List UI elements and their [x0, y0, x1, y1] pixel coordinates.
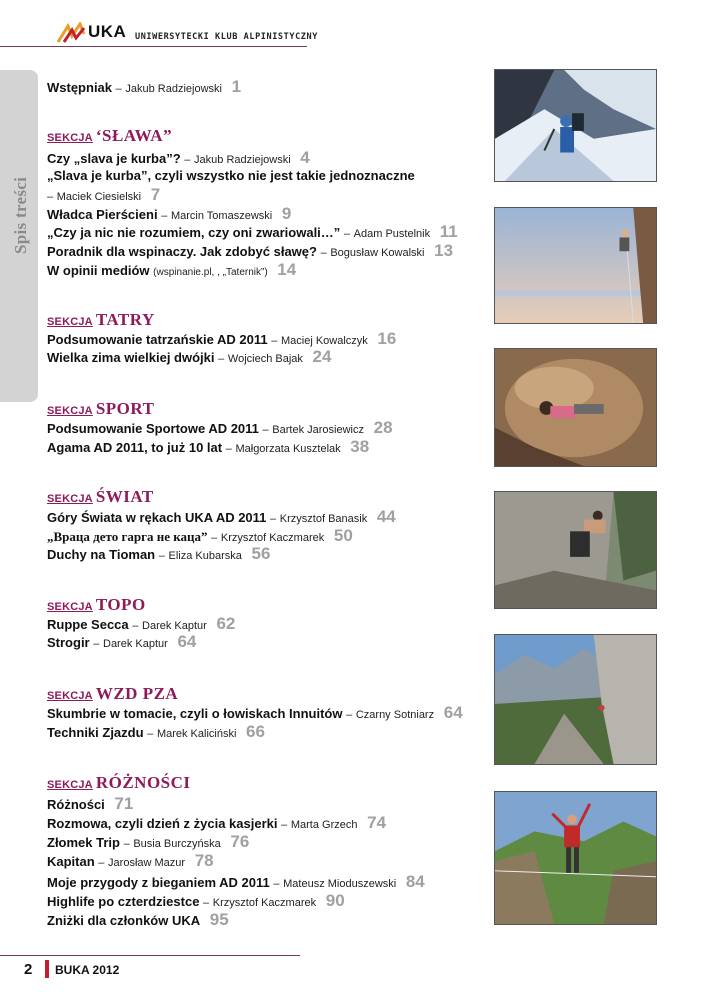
photo-highliner	[494, 791, 657, 925]
toc-entry[interactable]	[47, 815, 386, 833]
entry-page: 14	[277, 260, 297, 279]
section-heading-topo	[47, 595, 146, 615]
footer-rule	[0, 955, 300, 956]
toc-entry[interactable]	[47, 206, 291, 224]
section-prefix: SEKCJA	[47, 493, 93, 505]
toc-entry[interactable]	[47, 616, 235, 634]
entry-page: 62	[216, 614, 236, 633]
entry-page: 66	[246, 722, 265, 741]
entry-author: Maciek Ciesielski	[56, 191, 142, 203]
entry-title: Strogir	[47, 635, 90, 650]
entry-page: 74	[367, 813, 387, 832]
entry-page: 76	[230, 832, 250, 851]
photo-rock-climber-sky	[494, 207, 657, 324]
dash: –	[123, 838, 130, 850]
toc-entry[interactable]	[47, 509, 396, 527]
entry-page: 24	[312, 347, 332, 366]
toc-entry[interactable]	[47, 893, 345, 911]
entry-note: (wspinanie.pl, , „Taternik”)	[153, 267, 268, 278]
entry-title: Złomek Trip	[47, 835, 120, 850]
entry-author: Czarny Sotniarz	[355, 709, 435, 721]
entry-page: 64	[177, 632, 197, 651]
entry-author: Marek Kaliciński	[156, 728, 237, 740]
dash: –	[343, 228, 351, 240]
section-name: WZD PZA	[95, 684, 179, 703]
entry-author: Małgorzata Kusztelak	[235, 443, 341, 455]
section-prefix: SEKCJA	[47, 132, 93, 144]
dash: –	[115, 83, 122, 95]
entry-page: 11	[439, 222, 458, 241]
section-prefix: SEKCJA	[47, 601, 93, 613]
toc-entry[interactable]	[47, 912, 229, 928]
entry-page: 1	[231, 77, 242, 96]
side-tab-label: Spis treści	[11, 176, 30, 254]
entry-page: 56	[251, 544, 271, 563]
toc-entry[interactable]	[47, 853, 214, 871]
section-name: TATRY	[95, 310, 155, 329]
dash: –	[273, 878, 280, 890]
toc-entry[interactable]	[47, 168, 415, 183]
entry-title: Highlife po czterdziestce	[47, 894, 200, 909]
dash: –	[98, 857, 105, 869]
toc-entry[interactable]	[47, 262, 296, 280]
dash: –	[47, 191, 54, 203]
photo-cave-climber	[494, 348, 657, 467]
entry-title: Wielka zima wielkiej dwójki	[47, 350, 215, 365]
entry-page: 90	[325, 891, 345, 910]
entry-author: Marcin Tomaszewski	[170, 210, 273, 222]
toc-entry[interactable]	[47, 224, 458, 242]
entry-author: Eliza Kubarska	[168, 550, 242, 562]
toc-entry[interactable]	[47, 724, 265, 742]
section-heading-sport	[47, 399, 154, 419]
entry-title: „Czy ja nic nie rozumiem, czy oni zwariowali…”	[47, 225, 341, 240]
entry-page: 28	[373, 418, 393, 437]
dash: –	[132, 620, 139, 632]
dash: –	[161, 210, 168, 222]
entry-title: Rozmowa, czyli dzień z życia kasjerki	[47, 816, 278, 831]
section-prefix: SEKCJA	[47, 405, 93, 417]
dash: –	[271, 335, 278, 347]
toc-entry[interactable]	[47, 331, 396, 349]
section-prefix: SEKCJA	[47, 690, 93, 702]
entry-author: Wojciech Bajak	[227, 353, 303, 365]
dash: –	[184, 154, 191, 166]
section-name: SPORT	[95, 399, 155, 418]
dash: –	[320, 247, 327, 259]
entry-title: Podsumowanie tatrzańskie AD 2011	[47, 332, 268, 347]
entry-page: 50	[333, 526, 353, 545]
section-heading-tatry	[47, 310, 155, 330]
entry-author: Bartek Jarosiewicz	[272, 424, 364, 436]
entry-title: Ruppe Secca	[47, 617, 129, 632]
entry-page: 9	[281, 204, 292, 223]
entry-title: Techniki Zjazdu	[47, 725, 144, 740]
dash: –	[262, 424, 269, 436]
club-name: UNIWERSYTECKI KLUB ALPINISTYCZNY	[135, 32, 318, 42]
toc-entry[interactable]	[47, 546, 270, 564]
entry-author: Jarosław Mazur	[108, 857, 186, 869]
entry-author: Krzysztof Kaczmarek	[220, 532, 325, 544]
entry-page: 44	[376, 507, 396, 526]
toc-entry-intro[interactable]	[47, 79, 241, 97]
section-prefix: SEKCJA	[47, 779, 93, 791]
entry-title: Wstępniak	[47, 80, 113, 95]
dash: –	[218, 353, 225, 365]
photo-boulder-climber	[494, 491, 657, 609]
entry-author: Marta Grzech	[290, 819, 358, 831]
entry-author: Mateusz Mioduszewski	[283, 878, 397, 890]
entry-page: 84	[405, 872, 425, 891]
entry-title: Moje przygody z bieganiem AD 2011	[47, 875, 270, 890]
entry-title: Skumbrie w tomacie, czyli o łowiskach Innuitów	[47, 706, 343, 721]
section-heading-wzd-pza	[47, 684, 178, 704]
toc-entry[interactable]	[47, 796, 133, 812]
entry-author: Adam Pustelnik	[353, 228, 431, 240]
section-prefix: SEKCJA	[47, 316, 93, 328]
entry-page: 7	[150, 185, 161, 204]
toc-entry[interactable]	[47, 420, 393, 438]
entry-page: 71	[114, 794, 134, 813]
section-heading-swiat	[47, 487, 154, 507]
entry-author: Busia Burczyńska	[133, 838, 221, 850]
section-heading-roznosci	[47, 773, 191, 793]
entry-title: Agama AD 2011, to już 10 lat	[47, 440, 223, 455]
dash: –	[270, 513, 277, 525]
footer-accent-bar	[45, 960, 49, 978]
entry-title: Duchy na Tioman	[47, 547, 156, 562]
section-name: TOPO	[95, 595, 146, 614]
toc-entry[interactable]	[47, 528, 353, 546]
section-name: ŚWIAT	[95, 487, 154, 506]
entry-title: W opinii mediów	[47, 263, 150, 278]
entry-page: 78	[194, 851, 214, 870]
entry-title: Kapitan	[47, 854, 95, 869]
toc-entry[interactable]	[47, 243, 453, 261]
entry-title: Poradnik dla wspinaczy. Jak zdobyć sławę?	[47, 244, 317, 259]
entry-author: Darek Kaptur	[103, 638, 168, 650]
entry-author: Maciej Kowalczyk	[280, 335, 368, 347]
entry-author: Krzysztof Kaczmarek	[212, 897, 317, 909]
footer-title: BUKA 2012	[55, 963, 120, 977]
toc-entry[interactable]	[47, 349, 331, 367]
photo-ice-climber	[494, 69, 657, 182]
dash: –	[158, 550, 165, 562]
section-name: RÓŻNOŚCI	[95, 773, 191, 792]
photo-mountain-wall	[494, 634, 657, 765]
entry-author: Bogusław Kowalski	[330, 247, 425, 259]
toc-entry[interactable]	[47, 705, 463, 723]
dash: –	[225, 443, 232, 455]
entry-page: 38	[350, 437, 370, 456]
entry-page: 4	[300, 148, 310, 167]
dash: –	[203, 897, 210, 909]
entry-title: „Враца дето гарга не каца”	[47, 529, 208, 544]
entry-page: 16	[377, 329, 397, 348]
side-tab	[0, 70, 38, 402]
dash: –	[346, 709, 353, 721]
page-number: 2	[24, 961, 33, 978]
entry-page: 64	[443, 703, 463, 722]
entry-title: „Slava je kurba”, czyli wszystko nie jest takie jednoznaczne	[47, 168, 415, 183]
dash: –	[211, 532, 218, 544]
entry-title: Czy „slava je kurba”?	[47, 151, 181, 166]
entry-title: Różności	[47, 797, 105, 812]
entry-page: 13	[434, 241, 454, 260]
toc-entry-continued[interactable]	[47, 187, 160, 205]
entry-title: Podsumowanie Sportowe AD 2011	[47, 421, 259, 436]
header-rule	[0, 46, 307, 47]
dash: –	[147, 728, 154, 740]
entry-author: Darek Kaptur	[142, 620, 207, 632]
toc-entry[interactable]	[47, 150, 310, 168]
entry-title: Góry Świata w rękach UKA AD 2011	[47, 510, 267, 525]
dash: –	[93, 638, 100, 650]
toc-entry[interactable]	[47, 874, 425, 892]
entry-title: Władca Pierścieni	[47, 207, 158, 222]
entry-title: Zniżki dla członków UKA	[47, 913, 201, 928]
section-heading-slawa	[47, 126, 172, 146]
section-name: ‘SŁAWA”	[95, 126, 173, 145]
entry-author: Jakub Radziejowski	[125, 83, 222, 95]
toc-entry[interactable]	[47, 439, 369, 457]
dash: –	[281, 819, 288, 831]
entry-author: Krzysztof Banasik	[279, 513, 368, 525]
entry-page: 95	[209, 910, 229, 929]
toc-entry[interactable]	[47, 834, 249, 852]
logo-text: UKA	[88, 22, 127, 41]
entry-author: Jakub Radziejowski	[194, 154, 291, 166]
toc-entry[interactable]	[47, 634, 196, 652]
